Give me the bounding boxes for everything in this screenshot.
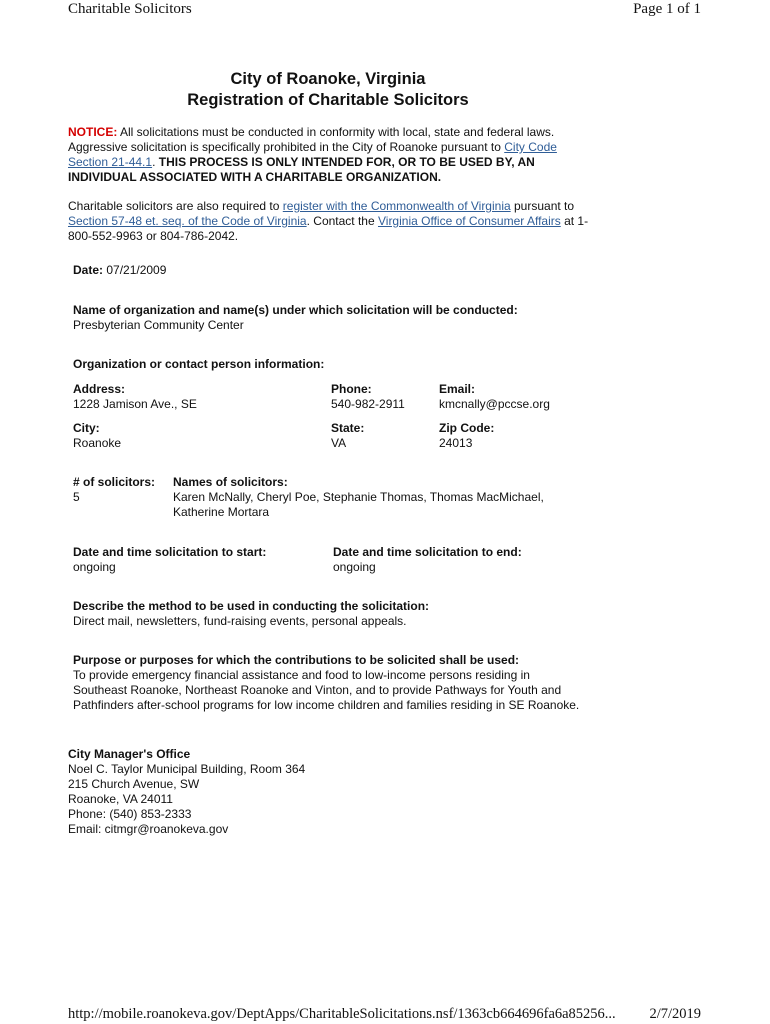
end-date-value: ongoing [333, 560, 376, 574]
notice-text: All solicitations must be conducted in conformity with local, state and federal laws. Aggressive solicitation is specifically prohibited in the City of Roanoke pursuant to [68, 125, 555, 154]
date-field [73, 263, 166, 278]
solicitor-names-line-2: Katherine Mortara [173, 505, 270, 519]
office-line-3: Roanoke, VA 24011 [68, 792, 173, 806]
print-footer-date: 2/7/2019 [649, 1006, 701, 1022]
end-date-label: Date and time solicitation to end: [333, 545, 522, 559]
email-label: Email: [439, 382, 476, 396]
city-label: City: [73, 421, 100, 435]
solicitor-count-value: 5 [73, 490, 80, 504]
method-field [73, 599, 593, 629]
state-label: State: [331, 421, 365, 435]
solicitor-count-label: # of solicitors: [73, 475, 156, 489]
method-label: Describe the method to be used in conducting the solicitation: [73, 599, 430, 613]
register-text-4: at 1-800-552-9963 or 804-786-2042. [68, 214, 589, 243]
notice-text-2: . [152, 155, 159, 169]
date-label: Date: [73, 263, 104, 277]
start-date-label: Date and time solicitation to start: [73, 545, 267, 559]
register-paragraph [68, 199, 598, 244]
state-field [331, 421, 364, 451]
address-field [73, 382, 197, 412]
notice-paragraph [68, 125, 598, 185]
consumer-affairs-link[interactable]: Virginia Office of Consumer Affairs [377, 214, 561, 228]
end-date-field [333, 545, 522, 575]
state-value: VA [331, 436, 347, 450]
register-text-3: . Contact the [306, 214, 378, 228]
title-line-2: Registration of Charitable Solicitors [187, 91, 469, 109]
register-text: Charitable solicitors are also required to [68, 199, 283, 213]
register-commonwealth-link[interactable]: register with the Commonwealth of Virginia [282, 199, 511, 213]
date-value: 07/21/2009 [103, 263, 167, 277]
method-value: Direct mail, newsletters, fund-raising events, personal appeals. [73, 614, 407, 628]
address-value: 1228 Jamison Ave., SE [73, 397, 197, 411]
start-date-field [73, 545, 266, 575]
purpose-field [73, 653, 583, 713]
organization-value: Presbyterian Community Center [73, 318, 244, 332]
solicitor-names-line-1: Karen McNally, Cheryl Poe, Stephanie Thomas, Thomas MacMichael, [173, 490, 544, 504]
office-line-1: Noel C. Taylor Municipal Building, Room 364 [68, 762, 306, 776]
city-value: Roanoke [73, 436, 122, 450]
office-line-2: 215 Church Avenue, SW [68, 777, 200, 791]
office-contact-block [68, 747, 468, 837]
solicitor-names-label: Names of solicitors: [173, 475, 288, 489]
city-field [73, 421, 121, 451]
phone-label: Phone: [331, 382, 372, 396]
notice-label: NOTICE: [68, 125, 118, 139]
phone-value: 540-982-2911 [331, 397, 405, 411]
zip-label: Zip Code: [439, 421, 495, 435]
start-date-value: ongoing [73, 560, 116, 574]
print-header-title: Charitable Solicitors [68, 1, 192, 17]
zip-value: 24013 [439, 436, 473, 450]
notice-bold-text: THIS PROCESS IS ONLY INTENDED FOR, OR TO BE USED BY, AN INDIVIDUAL ASSOCIATED WITH A CHARITABLE ORGANIZATION. [68, 155, 535, 184]
organization-field [73, 303, 593, 333]
phone-field [331, 382, 405, 412]
office-line-4: Phone: (540) 853-2333 [68, 807, 192, 821]
office-line-5: Email: citmgr@roanokeva.gov [68, 822, 229, 836]
solicitor-names-field [173, 475, 593, 520]
purpose-value: To provide emergency financial assistance and food to low-income persons residing in Southeast Roanoke, Northeast Roanoke and Vinton, and to provide Pathways for Youth and Pathfinders after-school programs for low income children and families residing in SE Roanoke. [73, 668, 580, 712]
email-value: kmcnally@pccse.org [439, 397, 550, 411]
code-of-virginia-link[interactable]: Section 57-48 et. seq. of the Code of Virginia [68, 214, 307, 228]
purpose-label: Purpose or purposes for which the contributions to be solicited shall be used: [73, 653, 520, 667]
city-code-link[interactable]: City Code Section 21-44.1 [68, 140, 557, 169]
register-text-2: pursuant to [510, 199, 575, 213]
email-field [439, 382, 550, 412]
zip-field [439, 421, 494, 451]
address-label: Address: [73, 382, 126, 396]
contact-heading: Organization or contact person information: [73, 357, 325, 371]
organization-label: Name of organization and name(s) under which solicitation will be conducted: [73, 303, 518, 317]
title-line-1: City of Roanoke, Virginia [230, 70, 426, 88]
print-header-page: Page 1 of 1 [633, 1, 701, 17]
office-name: City Manager's Office [68, 747, 191, 761]
page-title [0, 69, 656, 111]
print-footer-url: http://mobile.roanokeva.gov/DeptApps/CharitableSolicitations.nsf/1363cb664696fa6a85256... [68, 1006, 616, 1022]
solicitor-count-field [73, 475, 155, 505]
